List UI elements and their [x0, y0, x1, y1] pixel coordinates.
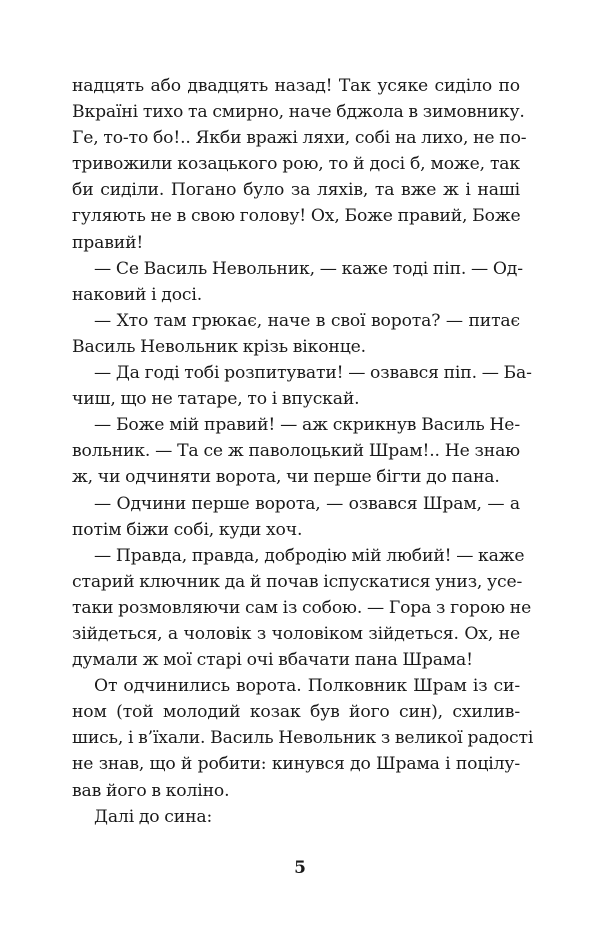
text-line: потім біжи собі, куди хоч.: [72, 519, 303, 540]
text-line: думали ж мої старі очі вбачати пана Шрама!: [72, 650, 473, 671]
text-line: Далі до сина:: [94, 806, 213, 827]
text-line: зійдеться, а чоловік з чоловіком зійдеться. Ох, не: [72, 623, 520, 644]
page-text-block: [72, 73, 534, 830]
text-line: От одчинились ворота. Полковник Шрам із си-: [94, 676, 520, 697]
text-line: вав його в коліно.: [72, 780, 230, 801]
text-line: вольник. — Та се ж паволоцький Шрам!.. Не знаю: [72, 441, 520, 462]
text-line: — Да годі тобі розпитувати! — озвався піп. — Ба-: [94, 363, 532, 384]
text-line: — Боже мій правий! — аж скрикнув Василь Не-: [94, 415, 520, 436]
text-line: Вкраїні тихо та смирно, наче бджола в зимовнику.: [72, 102, 525, 123]
text-line: чиш, що не татаре, то і впускай.: [72, 389, 360, 410]
text-line: гуляють не в свою голову! Ох, Боже правий, Боже: [72, 206, 521, 227]
text-line: старий ключник да й почав іспускатися униз, усе-: [72, 571, 523, 592]
text-line: — Се Василь Невольник, — каже тоді піп. — Од-: [94, 258, 523, 279]
text-line: — Правда, правда, добродію мій любий! — каже: [94, 545, 525, 566]
text-line: Василь Невольник крізь віконце.: [72, 336, 366, 357]
text-line: правий!: [72, 232, 144, 253]
text-line: ном (той молодий козак був його син), схилив-: [72, 702, 520, 723]
text-line: шись, і в’їхали. Василь Невольник з великої радості: [72, 728, 534, 749]
text-line: би сиділи. Погано було за ляхів, та вже ж і наші: [72, 180, 520, 201]
text-line: Ге, то-то бо!.. Якби вражі ляхи, собі на лихо, не по-: [72, 128, 527, 149]
text-line: надцять або двадцять назад! Так усяке сиділо по: [72, 76, 520, 96]
text-line: таки розмовляючи сам із собою. — Гора з горою не: [72, 597, 532, 618]
text-line: — Хто там грюкає, наче в свої ворота? — питає: [94, 310, 520, 331]
text-line: наковий і досі.: [72, 284, 203, 305]
text-line: тривожили козацького рою, то й досі б, може, так: [72, 154, 520, 175]
text-line: — Одчини перше ворота, — озвався Шрам, — а: [94, 493, 520, 514]
text-line: не знав, що й робити: кинувся до Шрама і поцілу-: [72, 754, 520, 775]
page-number: 5: [294, 858, 306, 878]
text-line: ж, чи одчиняти ворота, чи перше бігти до пана.: [72, 467, 500, 488]
